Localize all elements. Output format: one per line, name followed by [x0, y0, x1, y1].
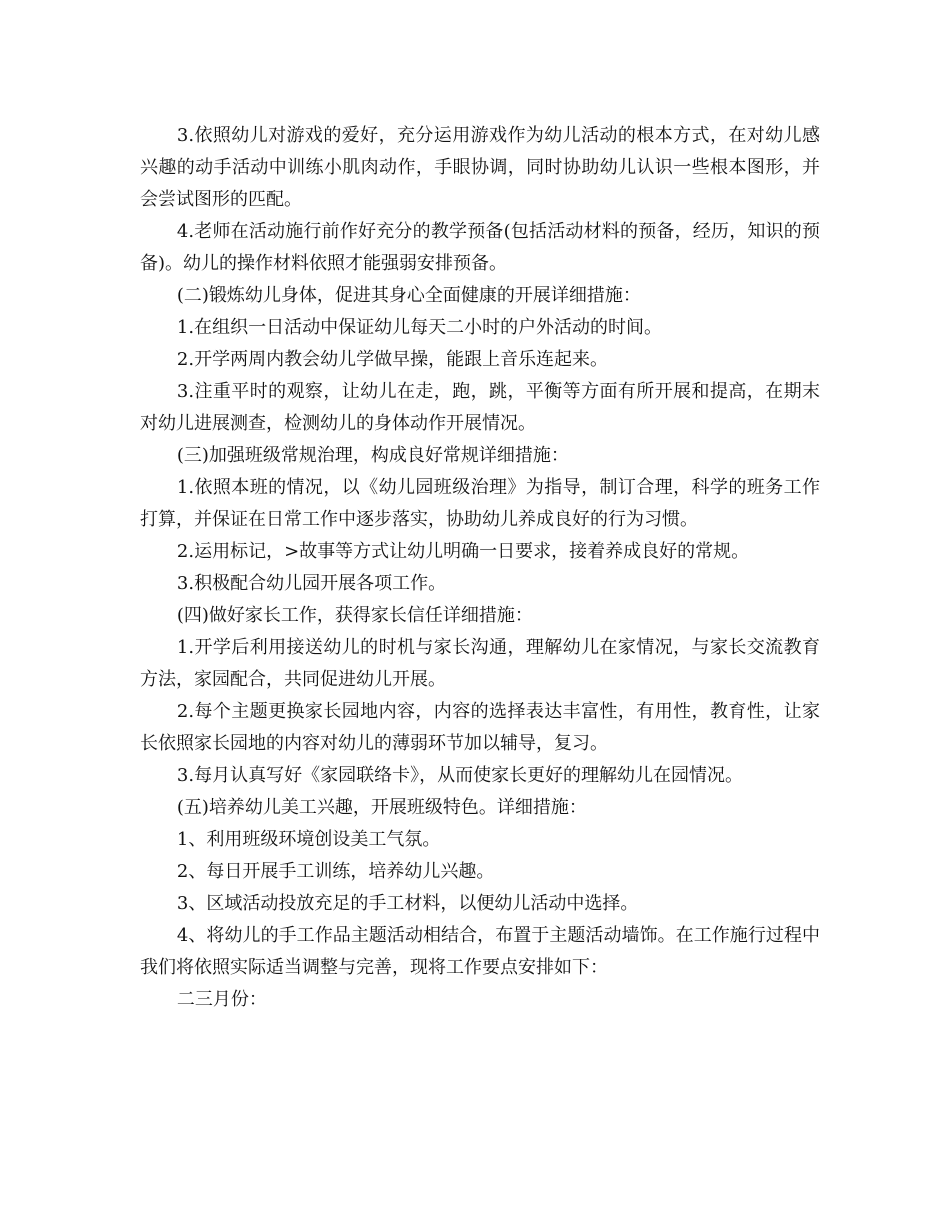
paragraph: 1、利用班级环境创设美工气氛。: [176, 829, 441, 850]
paragraph: 1.依照本班的情况，以《幼儿园班级治理》为指导，制订合理，科学的班务工作打算，并保证在日常工作中逐步落实，协助幼儿养成良好的行为习惯。: [140, 477, 820, 530]
paragraph: 2.每个主题更换家长园地内容，内容的选择表达丰富性，有用性，教育性，让家长依照家长园地的内容对幼儿的薄弱环节加以辅导，复习。: [140, 701, 820, 754]
document-body: [140, 120, 820, 1016]
paragraph: 3、区域活动投放充足的手工材料，以便幼儿活动中选择。: [176, 893, 639, 914]
section-heading: (五)培养幼儿美工兴趣，开展班级特色。详细措施：: [176, 797, 587, 818]
paragraph: 4、将幼儿的手工作品主题活动相结合，布置于主题活动墙饰。在工作施行过程中我们将依照实际适当调整与完善，现将工作要点安排如下：: [140, 925, 820, 978]
paragraph: 1.在组织一日活动中保证幼儿每天二小时的户外活动的时间。: [176, 317, 663, 338]
section-heading: (二)锻炼幼儿身体，促进其身心全面健康的开展详细措施：: [176, 285, 641, 306]
paragraph: 4.老师在活动施行前作好充分的教学预备(包括活动材料的预备，经历，知识的预备)。幼儿的操作材料依照才能强弱安排预备。: [140, 221, 820, 274]
paragraph: 3.注重平时的观察，让幼儿在走，跑，跳，平衡等方面有所开展和提高，在期末对幼儿进展测查，检测幼儿的身体动作开展情况。: [140, 381, 820, 434]
paragraph: 2.开学两周内教会幼儿学做早操，能跟上音乐连起来。: [176, 349, 609, 370]
paragraph: 3.依照幼儿对游戏的爱好，充分运用游戏作为幼儿活动的根本方式，在对幼儿感兴趣的动手活动中训练小肌肉动作，手眼协调，同时协助幼儿认识一些根本图形，并会尝试图形的匹配。: [140, 125, 820, 210]
paragraph: 2.运用标记，>故事等方式让幼儿明确一日要求，接着养成良好的常规。: [176, 541, 750, 562]
paragraph: 3.积极配合幼儿园开展各项工作。: [176, 573, 447, 594]
paragraph: 3.每月认真写好《家园联络卡》，从而使家长更好的理解幼儿在园情况。: [176, 765, 744, 786]
section-heading: (四)做好家长工作，获得家长信任详细措施：: [176, 605, 533, 626]
paragraph: 二三月份：: [176, 989, 267, 1010]
paragraph: 1.开学后利用接送幼儿的时机与家长沟通，理解幼儿在家情况，与家长交流教育方法，家园配合，共同促进幼儿开展。: [140, 637, 820, 690]
section-heading: (三)加强班级常规治理，构成良好常规详细措施：: [176, 445, 569, 466]
paragraph: 2、每日开展手工训练，培养幼儿兴趣。: [176, 861, 495, 882]
